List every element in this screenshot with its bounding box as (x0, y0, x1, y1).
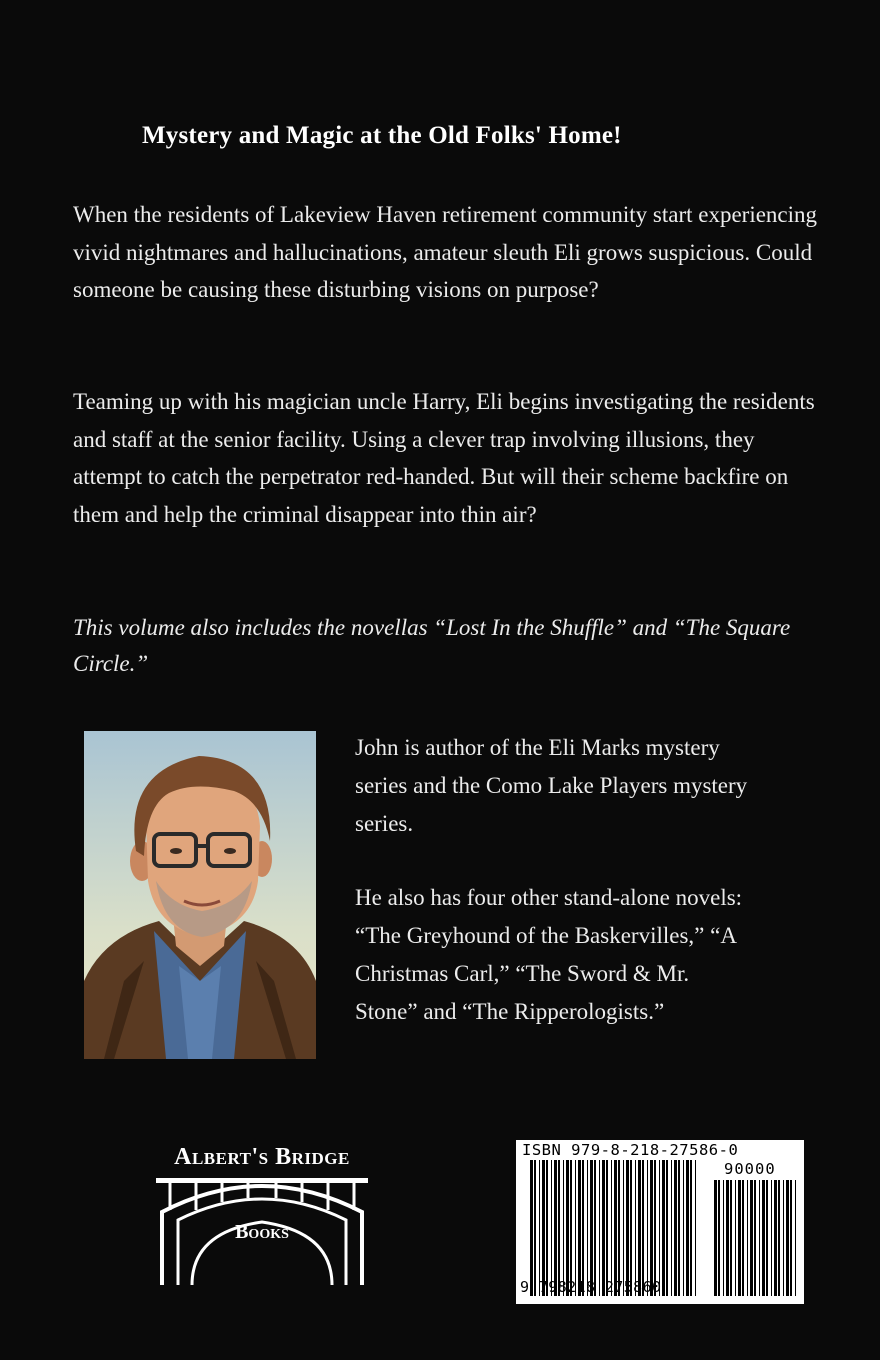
blurb-paragraph-2: Teaming up with his magician uncle Harry, Eli begins investigating the residents and staff at the senior facility. Using a clever trap involving illusions, they attempt to catch the perpetrator red-handed. But will their scheme backfire on them and help the criminal disappear into thin air? (73, 389, 815, 527)
blurb-paragraph-3: This volume also includes the novellas “Lost In the Shuffle” and “The Square Circle.” (73, 615, 791, 676)
publisher-name-bottom: Books (235, 1221, 289, 1243)
barcode-digits: 9 798218 275860 (520, 1278, 662, 1296)
author-bio-2: He also has four other stand-alone novels: “The Greyhound of the Baskervilles,” “A Christmas Carl,” “The Sword & Mr. Stone” and “The Ripperologists.” (355, 885, 743, 1024)
isbn-barcode (516, 1140, 804, 1304)
headline: Mystery and Magic at the Old Folks' Home! (142, 122, 622, 149)
author-bio-1: John is author of the Eli Marks mystery series and the Como Lake Players mystery series. (355, 735, 748, 836)
barcode-addon-number: 90000 (724, 1160, 776, 1178)
publisher-name-top: Albert's Bridge (174, 1144, 350, 1170)
author-portrait (84, 731, 316, 1059)
isbn-label: ISBN 979-8-218-27586-0 (522, 1141, 739, 1159)
blurb-paragraph-1: When the residents of Lakeview Haven retirement community start experiencing vivid nightmares and hallucinations, amateur sleuth Eli grows suspicious. Could someone be causing these disturbing visions on purpose? (73, 202, 818, 302)
publisher-logo (156, 1140, 368, 1285)
